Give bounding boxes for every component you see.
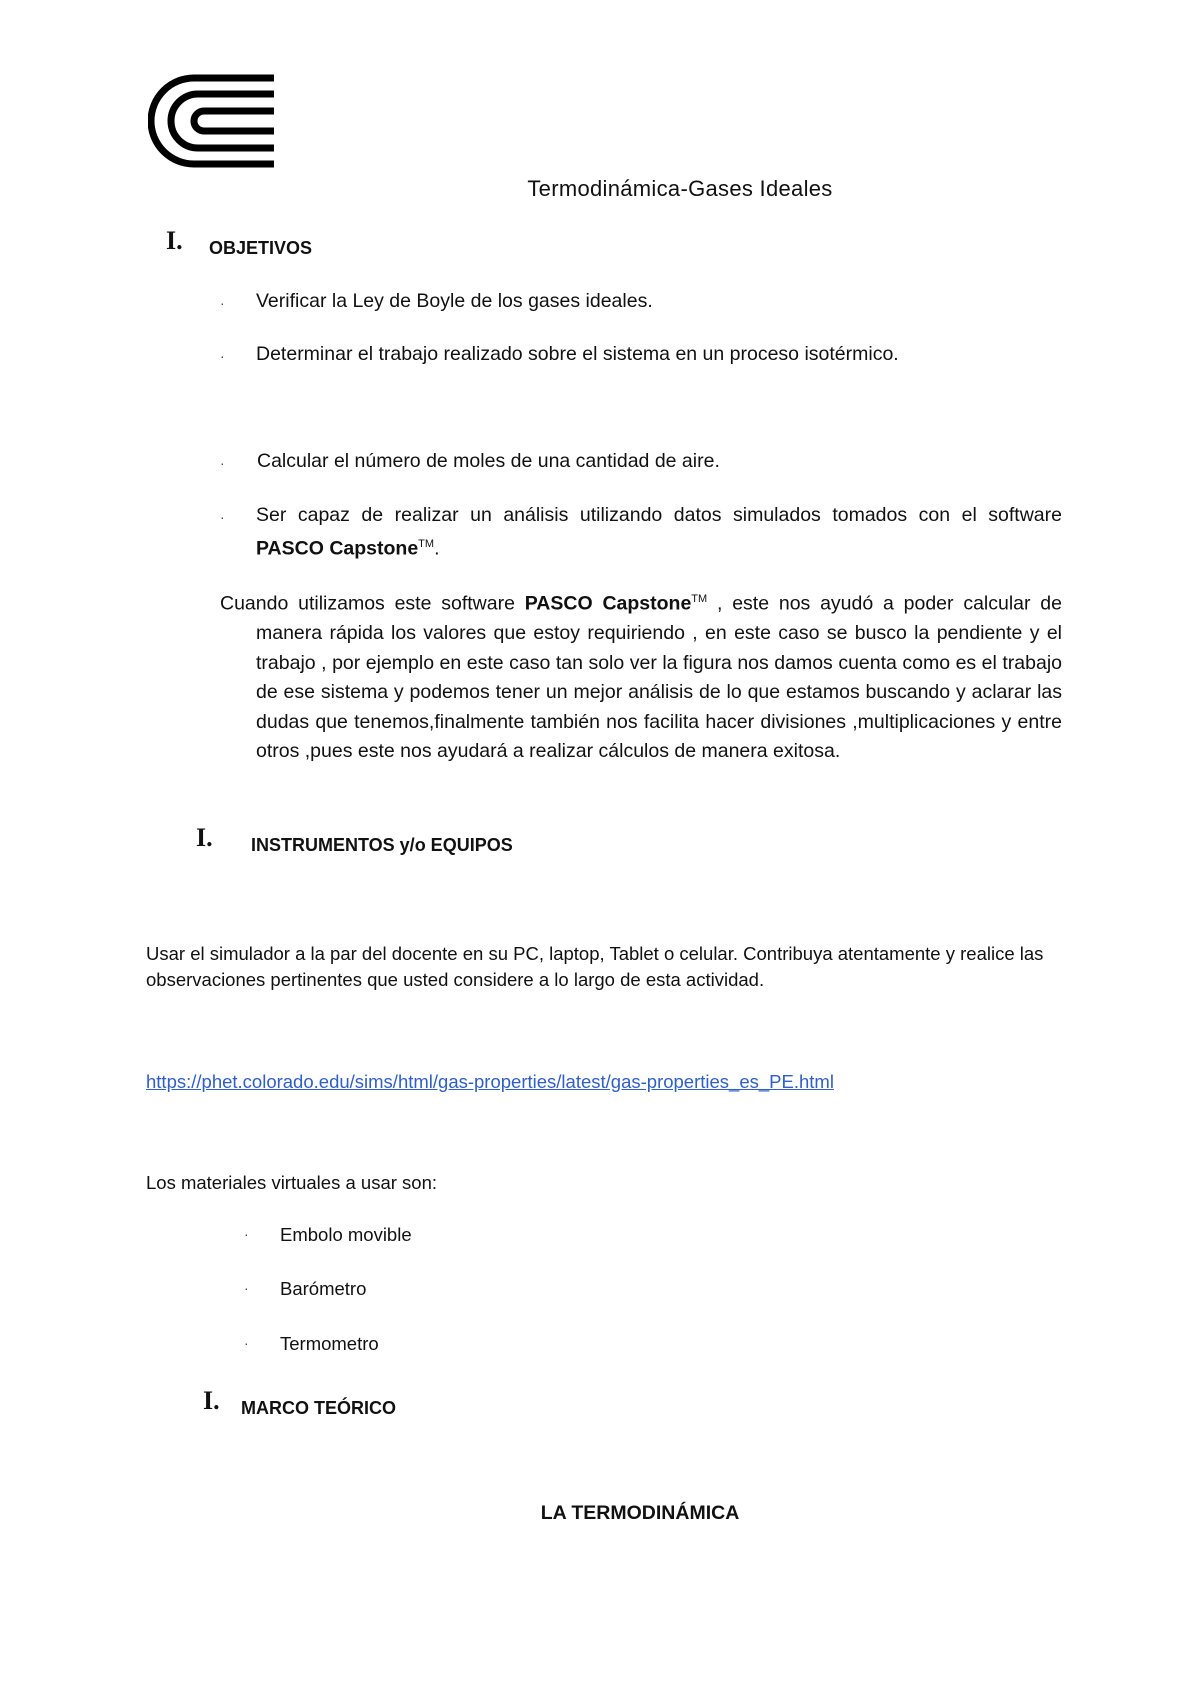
simulator-link[interactable]: https://phet.colorado.edu/sims/html/gas-properties/latest/gas-properties_es_PE.html [146, 1071, 834, 1092]
material-item: Embolo movible [280, 1224, 412, 1245]
bullet-marker: · [244, 1335, 249, 1351]
objective-text: Ser capaz de realizar un análisis utilizando datos simulados tomados con el software [256, 504, 1062, 526]
bullet-marker: · [220, 295, 225, 311]
bullet-marker: · [244, 1226, 249, 1242]
section-heading-instrumentos: INSTRUMENTOS y/o EQUIPOS [251, 835, 513, 855]
section-number: I. [196, 823, 213, 852]
objective-item-software [256, 501, 1062, 564]
section-heading-objetivos: OBJETIVOS [209, 238, 313, 258]
trademark-mark: TM [691, 593, 708, 605]
bullet-marker: · [220, 509, 225, 525]
institution-logo [148, 74, 276, 170]
objective-item: Calcular el número de moles de una cantidad de aire. [257, 450, 720, 472]
document-title: Termodinámica-Gases Ideales [527, 176, 833, 201]
bullet-marker: · [220, 455, 225, 471]
subsection-heading: LA TERMODINÁMICA [540, 1502, 740, 1524]
bullet-marker: · [244, 1280, 249, 1296]
section-heading-marco-teorico: MARCO TEÓRICO [241, 1398, 396, 1418]
material-item: Termometro [280, 1333, 379, 1354]
bullet-marker: · [220, 348, 225, 364]
materials-intro: Los materiales virtuales a usar son: [146, 1172, 437, 1193]
trademark-mark: TM [418, 538, 435, 550]
software-brand: PASCO Capstone [524, 592, 692, 615]
paragraph-text: Cuando utilizamos este software [220, 592, 525, 615]
objective-text-end: . [434, 537, 440, 560]
material-item: Barómetro [280, 1278, 367, 1299]
objective-item: Verificar la Ley de Boyle de los gases ideales. [256, 290, 653, 312]
paragraph-text-rest: , este nos ayudó a poder calcular de manera rápida los valores que estoy requiriendo , en este caso se busco la pendiente y el trabajo , por ejemplo en este caso tan solo ver la figura nos damos cuenta como es el trabajo de ese sistema y podemos tener un mejor análisis de lo que estamos buscando y aclarar las dudas que tenemos,finalmente también nos facilita hacer divisiones ,multiplicaciones y entre otros ,pues este nos ayudará a realizar cálculos de manera exitosa. [256, 592, 1062, 762]
instructions-paragraph: Usar el simulador a la par del docente en su PC, laptop, Tablet o celular. Contribuya atentamente y realice las observaciones pertinentes que usted considere a lo largo de esta actividad. [146, 943, 1044, 990]
objective-item: Determinar el trabajo realizado sobre el sistema en un proceso isotérmico. [256, 343, 899, 365]
section-number: I. [203, 1386, 220, 1415]
body-paragraph [220, 585, 1062, 767]
section-number: I. [166, 226, 183, 255]
software-brand: PASCO Capstone [256, 537, 419, 560]
